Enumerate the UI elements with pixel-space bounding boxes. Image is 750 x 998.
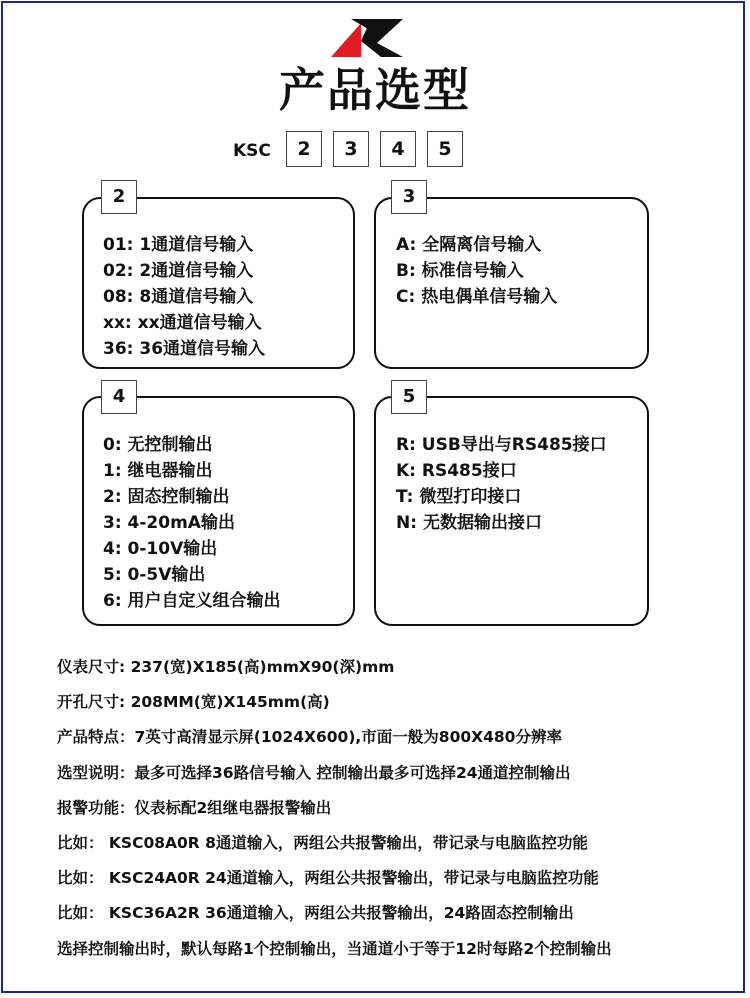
- spec-line: 比如： KSC08A0R 8通道输入，两组公共报警输出，带记录与电脑监控功能: [57, 834, 588, 853]
- option-group-channels: [82, 197, 355, 369]
- option-item: K: RS485接口: [396, 461, 517, 481]
- spec-line: 选择控制输出时，默认每路1个控制输出，当通道小于等于12时每路2个控制输出: [57, 939, 612, 958]
- group-tag: 3: [391, 180, 427, 214]
- option-item: 6: 用户自定义组合输出: [103, 591, 281, 611]
- spec-line: 比如： KSC36A2R 36通道输入，两组公共报警输出，24路固态控制输出: [57, 904, 574, 923]
- spec-line: 选型说明：最多可选择36路信号输入 控制输出最多可选择24通道控制输出: [57, 763, 571, 782]
- option-item: 5: 0-5V输出: [103, 565, 206, 585]
- option-item: 01: 1通道信号输入: [103, 235, 254, 255]
- spec-line: 报警功能：仪表标配2组继电器报警输出: [57, 798, 332, 817]
- spec-line: 产品特点：7英寸高清显示屏(1024X600),市面一般为800X480分辨率: [57, 728, 562, 747]
- option-item: N: 无数据输出接口: [396, 513, 542, 533]
- brand-logo: [331, 19, 403, 57]
- option-item: 02: 2通道信号输入: [103, 261, 254, 281]
- spec-list: [57, 650, 737, 967]
- option-item: 2: 固态控制输出: [103, 487, 230, 507]
- option-item: A: 全隔离信号输入: [396, 235, 542, 255]
- option-item: 0: 无控制输出: [103, 435, 213, 455]
- model-code-prefix: KSC: [233, 141, 271, 161]
- option-group-data-interface: [374, 396, 649, 626]
- option-item: R: USB导出与RS485接口: [396, 435, 607, 455]
- group-tag: 2: [101, 180, 137, 214]
- spec-line: 比如： KSC24A0R 24通道输入，两组公共报警输出，带记录与电脑监控功能: [57, 869, 599, 888]
- option-item: B: 标准信号输入: [396, 261, 524, 281]
- option-group-input-type: [374, 197, 649, 369]
- option-item: xx: xx通道信号输入: [103, 313, 262, 333]
- option-item: C: 热电偶单信号输入: [396, 287, 558, 307]
- spec-line: 仪表尺寸: 237(宽)X185(高)mmX90(深)mm: [57, 658, 395, 676]
- option-item: 36: 36通道信号输入: [103, 339, 266, 359]
- option-item: 08: 8通道信号输入: [103, 287, 254, 307]
- model-code-box: 3: [333, 131, 369, 167]
- spec-line: 开孔尺寸: 208MM(宽)X145mm(高): [57, 693, 330, 712]
- option-item: 3: 4-20mA输出: [103, 513, 235, 533]
- page-title: 产品选型: [279, 63, 471, 117]
- option-item: 1: 继电器输出: [103, 461, 213, 481]
- model-code-box: 2: [286, 131, 322, 167]
- option-group-control-output: [82, 396, 355, 626]
- model-code-box: 5: [427, 131, 463, 167]
- group-tag: 5: [391, 380, 427, 414]
- option-item: T: 微型打印接口: [396, 487, 522, 507]
- group-tag: 4: [101, 380, 137, 414]
- model-code-box: 4: [380, 131, 416, 167]
- option-item: 4: 0-10V输出: [103, 539, 218, 559]
